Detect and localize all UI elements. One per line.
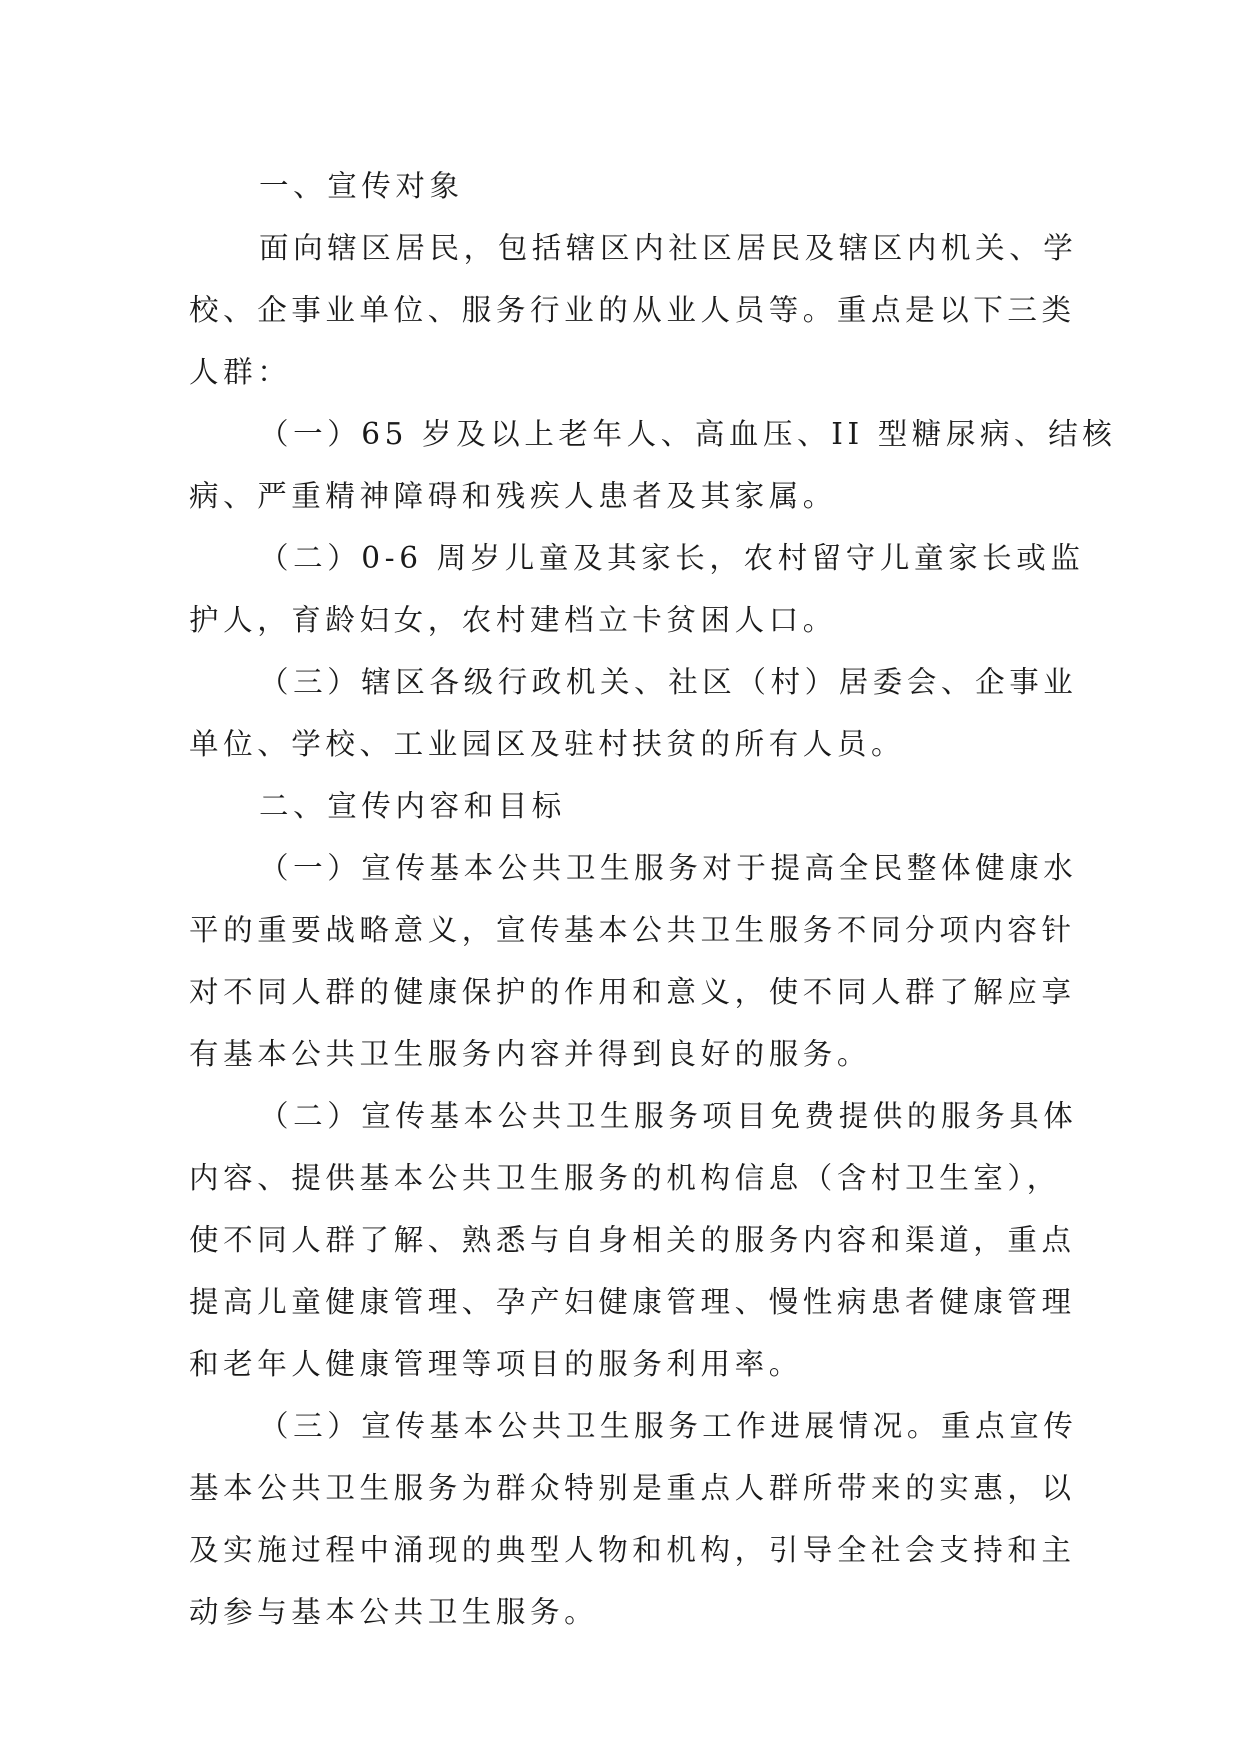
section-heading-2: 二、宣传内容和目标	[259, 789, 566, 823]
paragraph-line: 和老年人健康管理等项目的服务利用率。	[189, 1347, 803, 1381]
document-body	[189, 155, 1117, 1643]
paragraph-line: （二）0-6 周岁儿童及其家长，农村留守儿童家长或监	[259, 541, 1085, 575]
paragraph-line: 校、企事业单位、服务行业的从业人员等。重点是以下三类	[189, 293, 1076, 327]
paragraph-line: （三）辖区各级行政机关、社区（村）居委会、企事业	[259, 665, 1078, 699]
paragraph-line: 有基本公共卫生服务内容并得到良好的服务。	[189, 1037, 872, 1071]
paragraph-line: （三）宣传基本公共卫生服务工作进展情况。重点宣传	[259, 1409, 1078, 1443]
paragraph-line: 人群：	[189, 355, 292, 389]
paragraph-line: 内容、提供基本公共卫生服务的机构信息（含村卫生室），	[189, 1161, 1061, 1195]
paragraph-line: 护人，育龄妇女，农村建档立卡贫困人口。	[189, 603, 837, 637]
section-heading-1: 一、宣传对象	[259, 169, 464, 203]
paragraph-line: 基本公共卫生服务为群众特别是重点人群所带来的实惠，以	[189, 1471, 1076, 1505]
paragraph-line: 对不同人群的健康保护的作用和意义，使不同人群了解应享	[189, 975, 1076, 1009]
paragraph-line: 平的重要战略意义，宣传基本公共卫生服务不同分项内容针	[189, 913, 1076, 947]
paragraph-line: 提高儿童健康管理、孕产妇健康管理、慢性病患者健康管理	[189, 1285, 1076, 1319]
paragraph-line: 及实施过程中涌现的典型人物和机构，引导全社会支持和主	[189, 1533, 1076, 1567]
paragraph-line: （一）宣传基本公共卫生服务对于提高全民整体健康水	[259, 851, 1078, 885]
paragraph-line: 单位、学校、工业园区及驻村扶贫的所有人员。	[189, 727, 906, 761]
paragraph-line: 动参与基本公共卫生服务。	[189, 1595, 599, 1629]
paragraph-line: 面向辖区居民，包括辖区内社区居民及辖区内机关、学	[259, 231, 1078, 265]
paragraph-line: 病、严重精神障碍和残疾人患者及其家属。	[189, 479, 837, 513]
paragraph-line: （二）宣传基本公共卫生服务项目免费提供的服务具体	[259, 1099, 1078, 1133]
paragraph-line: （一）65 岁及以上老年人、高血压、II 型糖尿病、结核	[259, 417, 1117, 451]
paragraph-line: 使不同人群了解、熟悉与自身相关的服务内容和渠道，重点	[189, 1223, 1076, 1257]
